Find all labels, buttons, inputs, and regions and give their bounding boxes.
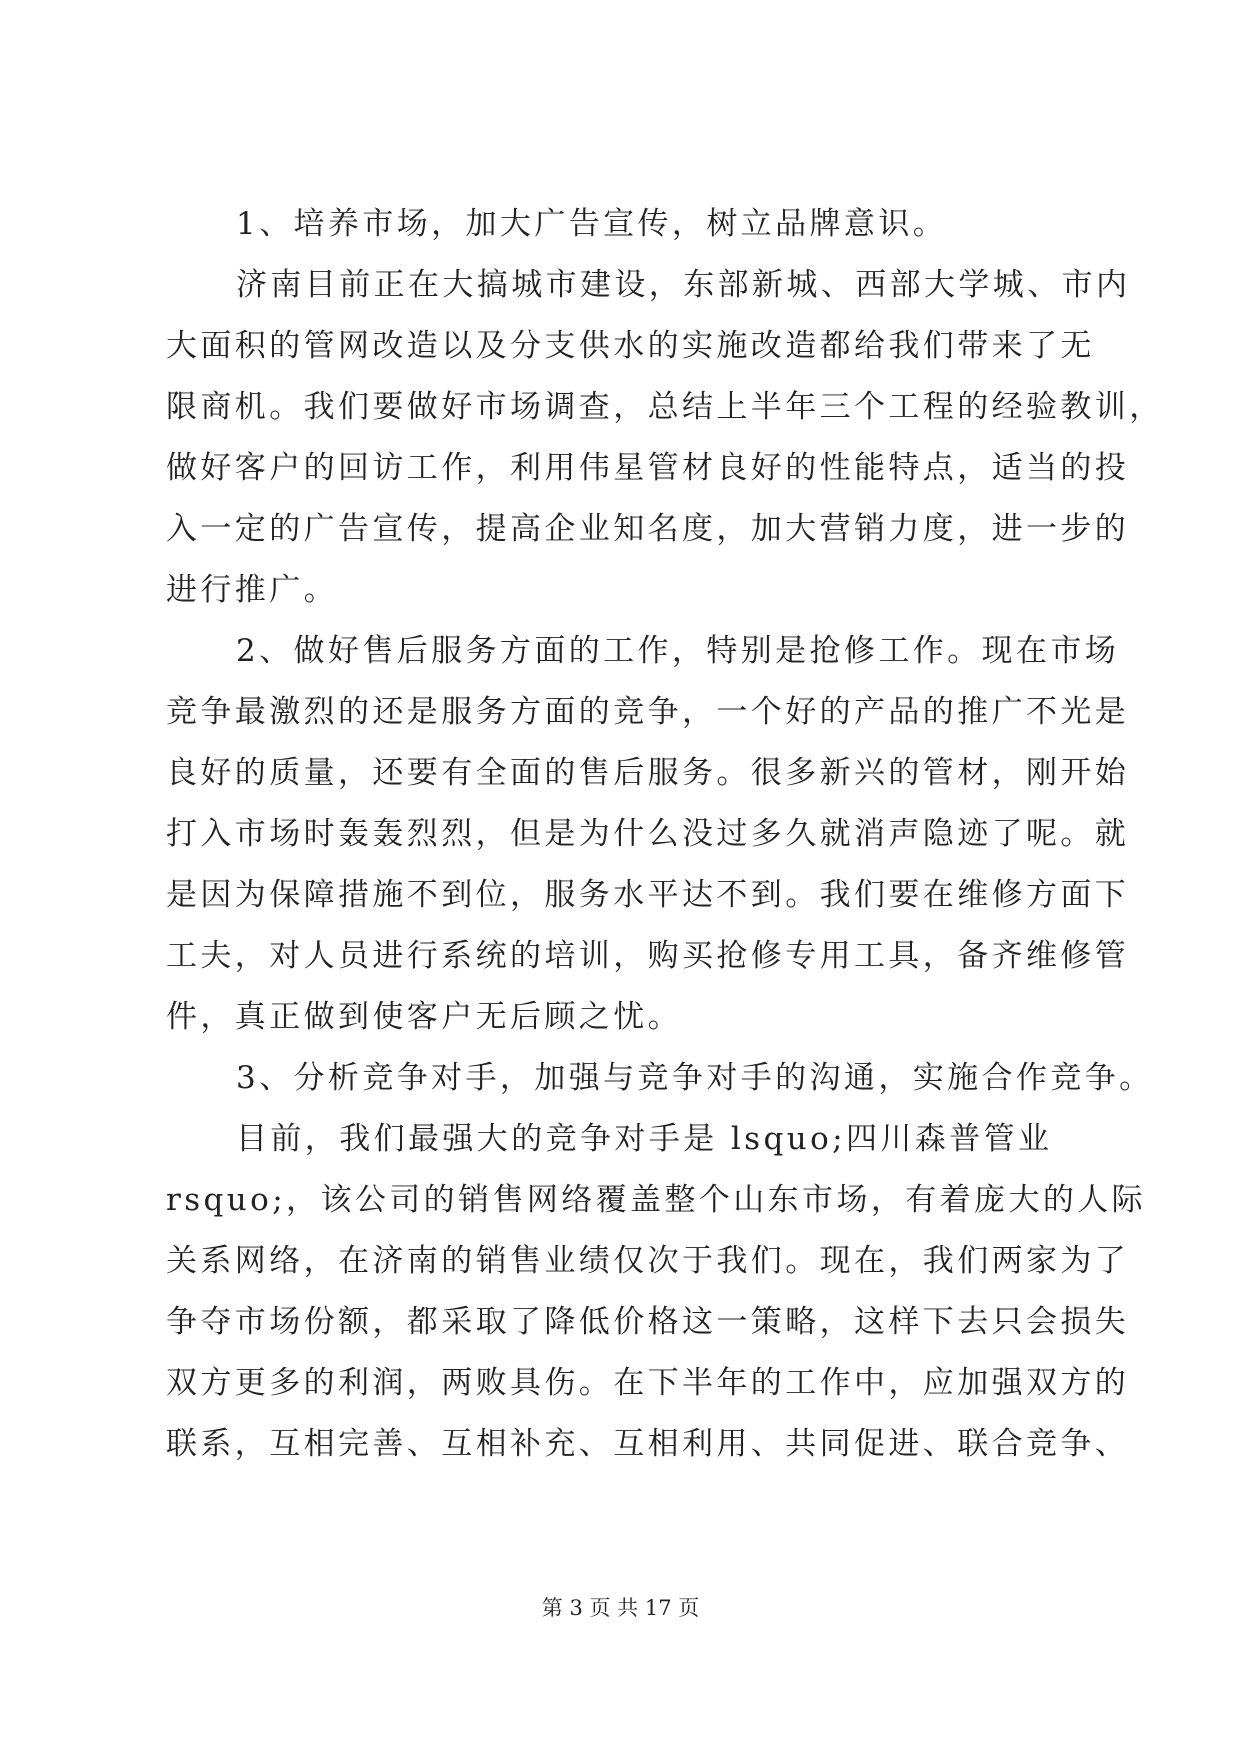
heading-1: 1、培养市场，加大广告宣传，树立品牌意识。: [236, 206, 948, 242]
paragraph-line: 双方更多的利润，两败具伤。在下半年的工作中，应加强双方的: [166, 1365, 1130, 1401]
paragraph-line: 目前，我们最强大的竞争对手是 lsquo;四川森普管业: [236, 1121, 1053, 1157]
paragraph-line: 做好客户的回访工作，利用伟星管材良好的性能特点，适当的投: [166, 450, 1130, 486]
paragraph-line: 件，真正做到使客户无后顾之忧。: [166, 999, 682, 1035]
paragraph-line: 入一定的广告宣传，提高企业知名度，加大营销力度，进一步的: [166, 511, 1130, 547]
paragraph-line: 关系网络，在济南的销售业绩仅次于我们。现在，我们两家为了: [166, 1243, 1130, 1279]
heading-2: 2、做好售后服务方面的工作，特别是抢修工作。现在市场: [236, 633, 1120, 669]
page-footer: 第 3 页 共 17 页: [541, 1596, 700, 1620]
paragraph-line: rsquo;，该公司的销售网络覆盖整个山东市场，有着庞大的人际: [166, 1182, 1147, 1218]
heading-3: 3、分析竞争对手，加强与竞争对手的沟通，实施合作竞争。: [236, 1060, 1154, 1096]
paragraph-line: 竞争最激烈的还是服务方面的竞争，一个好的产品的推广不光是: [166, 694, 1130, 730]
paragraph-line: 大面积的管网改造以及分支供水的实施改造都给我们带来了无: [166, 328, 1095, 364]
paragraph-line: 争夺市场份额，都采取了降低价格这一策略，这样下去只会损失: [166, 1304, 1130, 1340]
paragraph-line: 良好的质量，还要有全面的售后服务。很多新兴的管材，刚开始: [166, 755, 1130, 791]
body-text: [166, 194, 1164, 1475]
paragraph-line: 是因为保障措施不到位，服务水平达不到。我们要在维修方面下: [166, 877, 1130, 913]
paragraph-line: 进行推广。: [166, 572, 338, 608]
paragraph-line: 济南目前正在大搞城市建设，东部新城、西部大学城、市内: [236, 267, 1131, 303]
paragraph-line: 工夫，对人员进行系统的培训，购买抢修专用工具，备齐维修管: [166, 938, 1130, 974]
paragraph-line: 联系，互相完善、互相补充、互相利用、共同促进、联合竞争、: [166, 1426, 1130, 1462]
paragraph-line: 打入市场时轰轰烈烈，但是为什么没过多久就消声隐迹了呢。就: [166, 816, 1130, 852]
paragraph-line: 限商机。我们要做好市场调查，总结上半年三个工程的经验教训，: [166, 389, 1164, 425]
